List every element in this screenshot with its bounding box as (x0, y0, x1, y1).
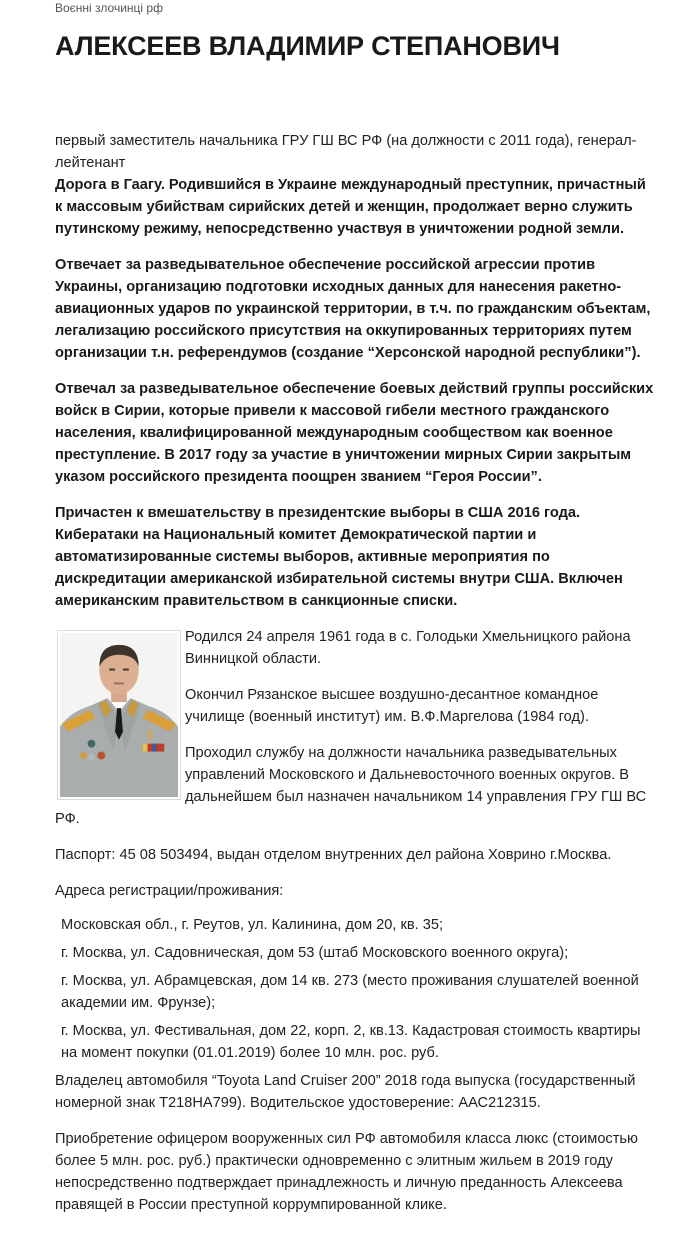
address-list (55, 914, 655, 1064)
position-text: первый заместитель начальника ГРУ ГШ ВС РФ (на должности с 2011 года), генерал-лейтенант (55, 133, 637, 171)
address-item: г. Москва, ул. Абрамцевская, дом 14 кв. 273 (место проживания слушателей военной академии им. Фрунзе); (61, 973, 639, 1011)
lead-paragraph: Причастен к вмешательству в президентские выборы в США 2016 года. Кибератаки на Национальный комитет Демократической партии и автоматизированные системы выборов, активные мероприятия по дискредитации американской избирательной системы внутри США. Включен американским правительством в санкционные списки. (55, 505, 623, 609)
lead-paragraph: Отвечал за разведывательное обеспечение боевых действий группы российских войск в Сирии, которые привели к массовой гибели местного гражданского населения, квалифицированной международным сообществом как военное преступление. В 2017 году за участие в уничтожении мирных Сирии закрытым указом российского президента поощрен званием “Героя России”. (55, 381, 654, 485)
address-item: г. Москва, ул. Фестивальная, дом 22, корп. 2, кв.13. Кадастровая стоимость квартиры на момент покупки (01.01.2019) более 10 млн. рос. руб. (61, 1023, 641, 1061)
passport-text: Паспорт: 45 08 503494, выдан отделом внутренних дел района Ховрино г.Москва. (55, 847, 612, 863)
vehicle-conclusion-text: Приобретение офицером вооруженных сил РФ автомобиля класса люкс (стоимостью более 5 млн. рос. руб.) практически одновременно с элитным жильем в 2019 году непосредственно подтверждает принадлежность и личную преданность Алексеева правящей в России преступной коррумпированной клике. (55, 1131, 638, 1213)
lead-paragraph: Дорога в Гаагу. Родившийся в Украине международный преступник, причастный к массовым убийствам сирийских детей и женщин, продолжает верно служить путинскому режиму, непосредственно участвуя в уничтожении родной земли. (55, 177, 646, 237)
bio-education: Окончил Рязанское высшее воздушно-десантное командное училище (военный институт) им. В.Ф.Маргелова (1984 год). (185, 687, 599, 725)
address-item: Московская обл., г. Реутов, ул. Калинина, дом 20, кв. 35; (61, 917, 444, 933)
address-item: г. Москва, ул. Садовническая, дом 53 (штаб Московского военного округа); (61, 945, 569, 961)
personal-data-section (55, 844, 655, 902)
addresses-label: Адреса регистрации/проживания: (55, 883, 284, 899)
vehicle-section (55, 1070, 655, 1216)
vehicle-text: Владелец автомобиля “Toyota Land Cruiser 200” 2018 года выпуска (государственный номерной знак Т218НА799). Водительское удостоверение: ААС212315. (55, 1073, 636, 1111)
page-title: АЛЕКСЕЕВ ВЛАДИМИР СТЕПАНОВИЧ (55, 31, 560, 61)
portrait-photo (57, 630, 181, 800)
lead-section (55, 174, 655, 612)
article-body (55, 130, 655, 1230)
portrait-image (60, 633, 178, 797)
bio-section (55, 626, 655, 830)
bio-birth: Родился 24 апреля 1961 года в с. Голодьки Хмельницкого района Винницкой области. (185, 629, 631, 667)
lead-paragraph: Отвечает за разведывательное обеспечение российской агрессии против Украины, организацию подготовки исходных данных для нанесения ракетно-авиационных ударов по украинской территории, в т.ч. по гражданским объектам, легализацию российского присутствия на оккупированных территориях путем организации т.н. референдумов (создание “Херсонской народной республики”). (55, 257, 651, 361)
bio-service: Проходил службу на должности начальника разведывательных управлений Московского и Дальневосточного военных округов. В дальнейшем был назначен начальником 14 управления ГРУ ГШ ВС РФ. (55, 745, 647, 827)
category-label[interactable]: Воєнні злочинці рф (55, 1, 163, 15)
